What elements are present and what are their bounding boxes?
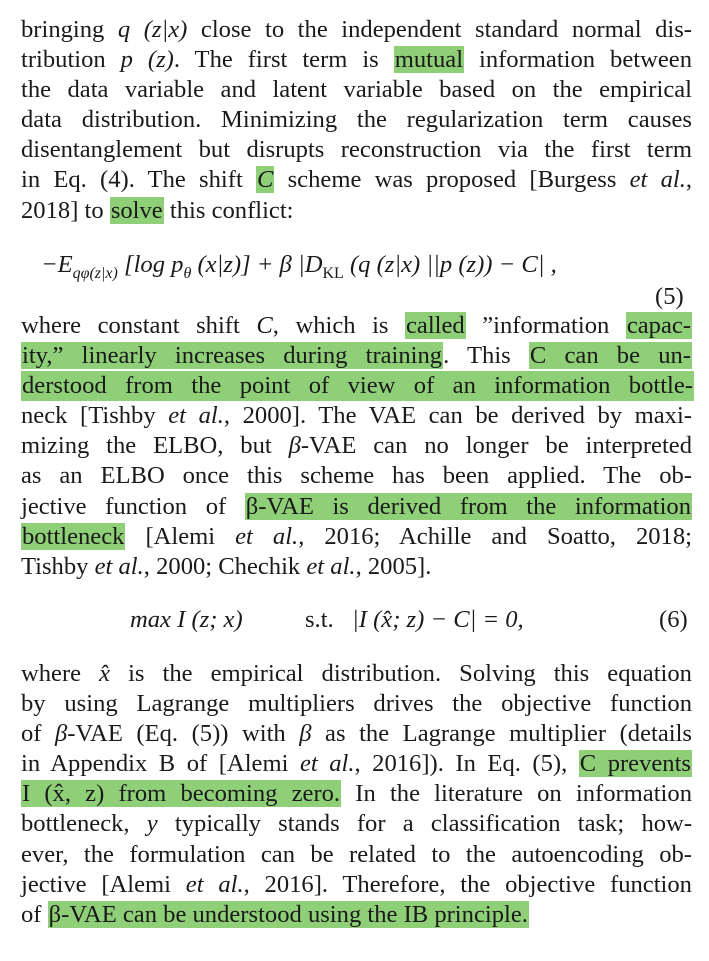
italic-span: et al. [94, 552, 144, 580]
text-span: mizing the ELBO, but [21, 432, 289, 460]
math-subscript: KL [322, 264, 344, 282]
text-line: the data variable and latent variable based on the empirical [21, 76, 692, 104]
text-span: , 2005]. [355, 552, 432, 580]
text-line [21, 900, 692, 930]
text-span: In the literature on information [341, 780, 692, 808]
text-line [21, 749, 692, 779]
text-span: -VAE can no longer be interpreted [300, 432, 692, 460]
text-line [21, 552, 692, 582]
text-span: , which is [272, 312, 406, 339]
text-line [21, 401, 692, 431]
math-inline: β [288, 432, 301, 460]
text-span: scheme was proposed [Burgess [274, 166, 630, 194]
math-part: −E [41, 251, 73, 278]
text-line [21, 522, 692, 552]
highlight-span: C prevents [579, 750, 692, 778]
text-span: of [21, 900, 48, 928]
text-span: jective [Alemi [21, 870, 186, 898]
paragraph-3 [21, 659, 692, 930]
equation-number: (6) [659, 606, 688, 633]
italic-span: et al. [168, 402, 224, 430]
paragraph-1 [21, 15, 692, 226]
text-span: close to the independent standard normal dis- [187, 16, 692, 43]
text-line [21, 341, 692, 371]
math-part: |I (x̂; z) − C| = 0, [352, 606, 524, 633]
italic-span: et al. [235, 522, 299, 550]
text-span: neck [Tishby [21, 402, 169, 430]
text-line: as an ELBO once this scheme has been applied. The ob- [21, 462, 692, 490]
italic-span: et al. [629, 166, 686, 194]
text-span: , [685, 166, 693, 194]
highlight-span: ity,” linearly increases during training [22, 342, 443, 370]
text-span: Tishby [21, 552, 95, 580]
text-span: , 2016]). In Eq. (5), [354, 750, 579, 778]
math-inline: p (z) [120, 46, 174, 74]
text-line [21, 809, 692, 839]
text-span: jective function of [21, 492, 245, 520]
highlight-span: C can be un- [529, 342, 691, 370]
text-line [21, 870, 692, 900]
text-span: in Eq. (4). The shift [21, 166, 256, 194]
math-part: (x|z)] + β |D [191, 251, 323, 278]
highlight-span: C [257, 166, 274, 194]
text-span: information between [464, 46, 692, 74]
highlight-span: solve [110, 196, 163, 224]
text-line [21, 371, 692, 401]
math-inline: q (z|x) [117, 16, 188, 43]
highlight-span: β-VAE is derived from the information [245, 492, 691, 520]
paragraph-2 [21, 311, 692, 582]
text-line [21, 719, 692, 749]
text-span: ”information [465, 312, 626, 339]
math-inline: β [55, 720, 68, 748]
text-span: 2018] to [21, 196, 110, 224]
text-line [21, 165, 692, 195]
text-line [21, 431, 692, 461]
highlight-span: bottleneck [22, 522, 125, 550]
text-span: , 2016; Achille and Soatto, 2018; [298, 522, 692, 550]
equation-5 [41, 251, 557, 283]
highlight-span: I (x̂, z) from becoming zero. [22, 780, 341, 808]
text-line: disentanglement but disrupts reconstruction via the first term [21, 136, 692, 164]
text-span: typically stands for a classification task; how- [157, 810, 693, 838]
text-line: by using Lagrange multipliers drives the objective function [21, 690, 692, 718]
highlight-span: called [406, 312, 465, 339]
math-part: max I (z; x) [130, 606, 243, 633]
italic-span: et al. [185, 870, 244, 898]
text-span: bringing [21, 16, 118, 43]
text-line [21, 779, 692, 809]
text-span: bottleneck, [21, 810, 147, 838]
text-line: data distribution. Minimizing the regularization term causes [21, 106, 692, 134]
equation-6 [130, 606, 524, 634]
text-line [21, 492, 692, 522]
text-span: as the Lagrange multiplier (details [311, 720, 692, 748]
text-span: , 2000; Chechik [143, 552, 307, 580]
text-span: tribution [21, 46, 121, 74]
italic-span: et al. [306, 552, 356, 580]
text-span: -VAE (Eq. (5)) with [67, 720, 300, 748]
text-line [21, 196, 692, 226]
text-span: where constant shift [21, 312, 257, 339]
text-span: , 2000]. The VAE can be derived by maxi- [223, 402, 692, 430]
highlight-span: capac- [626, 312, 691, 339]
equation-number: (5) [655, 283, 684, 310]
math-subscript: qφ(z|x) [72, 264, 118, 282]
math-inline: C [256, 312, 273, 339]
text-line: ever, the formulation can be related to the autoencoding ob- [21, 840, 692, 868]
text-span: is the empirical distribution. Solving this equation [110, 660, 692, 687]
text-span: . This [443, 342, 529, 370]
text-span: of [21, 720, 56, 748]
text-span: in Appendix B of [Alemi [21, 750, 300, 778]
math-part: [log p [117, 251, 184, 278]
text-line [21, 659, 692, 689]
italic-span: et al. [299, 750, 355, 778]
text-line [21, 45, 692, 75]
text-span: [Alemi [125, 522, 236, 550]
math-inline: β [299, 720, 312, 748]
text-line [21, 311, 692, 341]
text-line [21, 15, 692, 45]
math-inline: y [146, 810, 158, 838]
highlight-span: derstood from the point of view of an information bottle- [21, 371, 694, 401]
text-span: , 2016]. Therefore, the objective function [243, 870, 692, 898]
math-part: s.t. [304, 606, 334, 633]
math-subscript: θ [183, 264, 192, 282]
text-span: . The first term is [173, 46, 394, 74]
text-span: where [21, 660, 100, 687]
highlight-span: mutual [394, 46, 464, 74]
highlight-span: β-VAE can be understood using the IB principle. [48, 900, 528, 928]
math-part: (q (z|x) ||p (z)) − C| , [343, 251, 557, 278]
text-span: this conflict: [163, 196, 294, 224]
math-inline: x̂ [99, 660, 111, 687]
